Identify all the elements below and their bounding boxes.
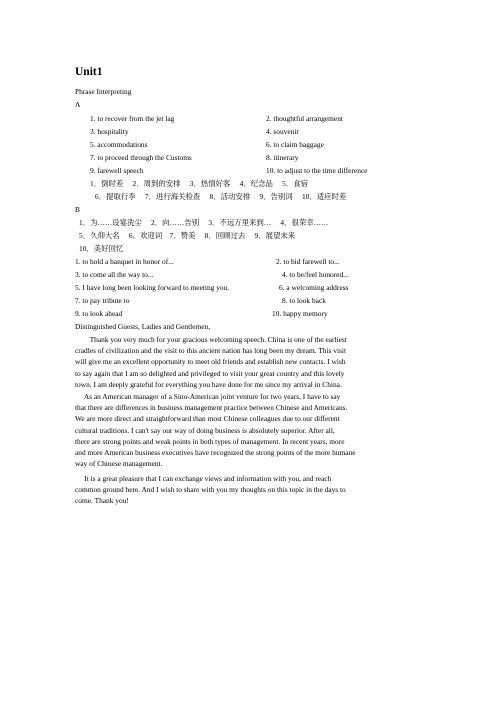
paragraph-line: common ground here. And I wish to share with you my thoughts on this topic in the days to <box>75 485 346 495</box>
section-subtitle: Phrase Interpreting <box>75 87 132 96</box>
phrase-a-right: 4. souvenir <box>266 127 299 136</box>
phrase-a-right: 10. to adjust to the time difference <box>266 166 368 175</box>
paragraph-line: to say again that I am so delighted and privileged to visit your great country and this lovely <box>75 368 345 378</box>
phrase-b-right: 4. to be/feel honored... <box>282 270 349 279</box>
speech-paragraph <box>75 391 405 469</box>
phrase-a-left: 3. hospitality <box>90 127 129 136</box>
phrase-a-left: 9. farewell speech <box>90 166 144 175</box>
unit-title: Unit1 <box>75 66 103 78</box>
phrase-b-right: 10. happy memory <box>272 309 328 318</box>
paragraph-line: town. I am deeply grateful for everything you have done for me since my arrival in China. <box>75 379 342 389</box>
section-a-chinese-line: 1．倒时差 2．周到的安排 3．热情好客 4．纪念品 5．食宿 <box>90 179 309 188</box>
phrase-b-right: 2. to bid farewell to... <box>276 257 340 266</box>
paragraph-line: and more American business executives have recognized the strong points of the more humane <box>75 448 356 458</box>
section-b-chinese-line: 10．美好回忆 <box>79 244 124 253</box>
paragraph-line: way of Chinese management. <box>75 459 163 469</box>
phrase-a-left: 1. to recover from the jet lag <box>90 114 175 123</box>
paragraph-line: cultural traditions. I can't say our way of doing business is absolutely superior. After all, <box>75 425 335 435</box>
paragraph-line: there are strong points and weak points in both types of management. In recent years, more <box>75 436 345 446</box>
section-b-chinese-line: 5．久仰大名 6．欢迎词 7．赞美 8．回顾过去 9．展望未来 <box>79 231 296 240</box>
phrase-b-left: 5. I have long been looking forward to meeting you. <box>75 283 230 292</box>
phrase-a-right: 8. itinerary <box>266 153 299 162</box>
section-b-label: B <box>75 205 80 214</box>
section-b-chinese-line: 1．为……设宴洗尘 2．向……告别 3．不远万里来到… 4．很荣幸…… <box>79 218 329 227</box>
phrase-b-right: 8. to look back <box>282 296 326 305</box>
phrase-b-left: 9. to look ahead <box>75 309 123 318</box>
speech-paragraph <box>75 334 405 390</box>
paragraph-line: come. Thank you! <box>75 496 129 506</box>
paragraph-line: As an American manager of a Sino-American joint venture for two years, I have to say <box>75 392 341 401</box>
phrase-b-left: 3. to come all the way to... <box>75 270 154 279</box>
phrase-b-left: 7. to pay tribute to <box>75 296 130 305</box>
speech-paragraph <box>75 473 405 507</box>
phrase-a-right: 2. thoughtful arrangement <box>266 114 343 123</box>
section-a-chinese-line: 6．提取行李 7．进行海关检查 8．活动安排 9．告别词 10．适应时差 <box>95 192 347 201</box>
paragraph-line: cradles of civilization and the visit to this ancient nation has long been my dream. This visit <box>75 346 346 356</box>
speech-greeting: Distinguished Guests, Ladies and Gentlemen, <box>75 322 211 331</box>
phrase-b-right: 6. a welcoming address <box>279 283 349 292</box>
paragraph-line: that there are differences in business management practice between Chinese and Americans. <box>75 403 348 413</box>
phrase-a-left: 7. to proceed through the Customs <box>90 153 192 162</box>
paragraph-line: It is a great pleasure that I can exchange views and information with you, and reach <box>75 474 332 483</box>
section-a-label: A <box>75 100 81 109</box>
phrase-a-left: 5. accommodations <box>90 140 148 149</box>
paragraph-line: Thank you very much for your gracious welcoming speech. China is one of the earliest <box>75 335 347 344</box>
paragraph-line: We are more direct and straightforward than most Chinese colleagues due to our different <box>75 414 340 424</box>
paragraph-line: will give me an excellent opportunity to meet old friends and establish new contacts. I wish <box>75 357 346 367</box>
phrase-b-left: 1. to hold a banquet in honor of... <box>75 257 174 266</box>
phrase-a-right: 6. to claim baggage <box>266 140 324 149</box>
